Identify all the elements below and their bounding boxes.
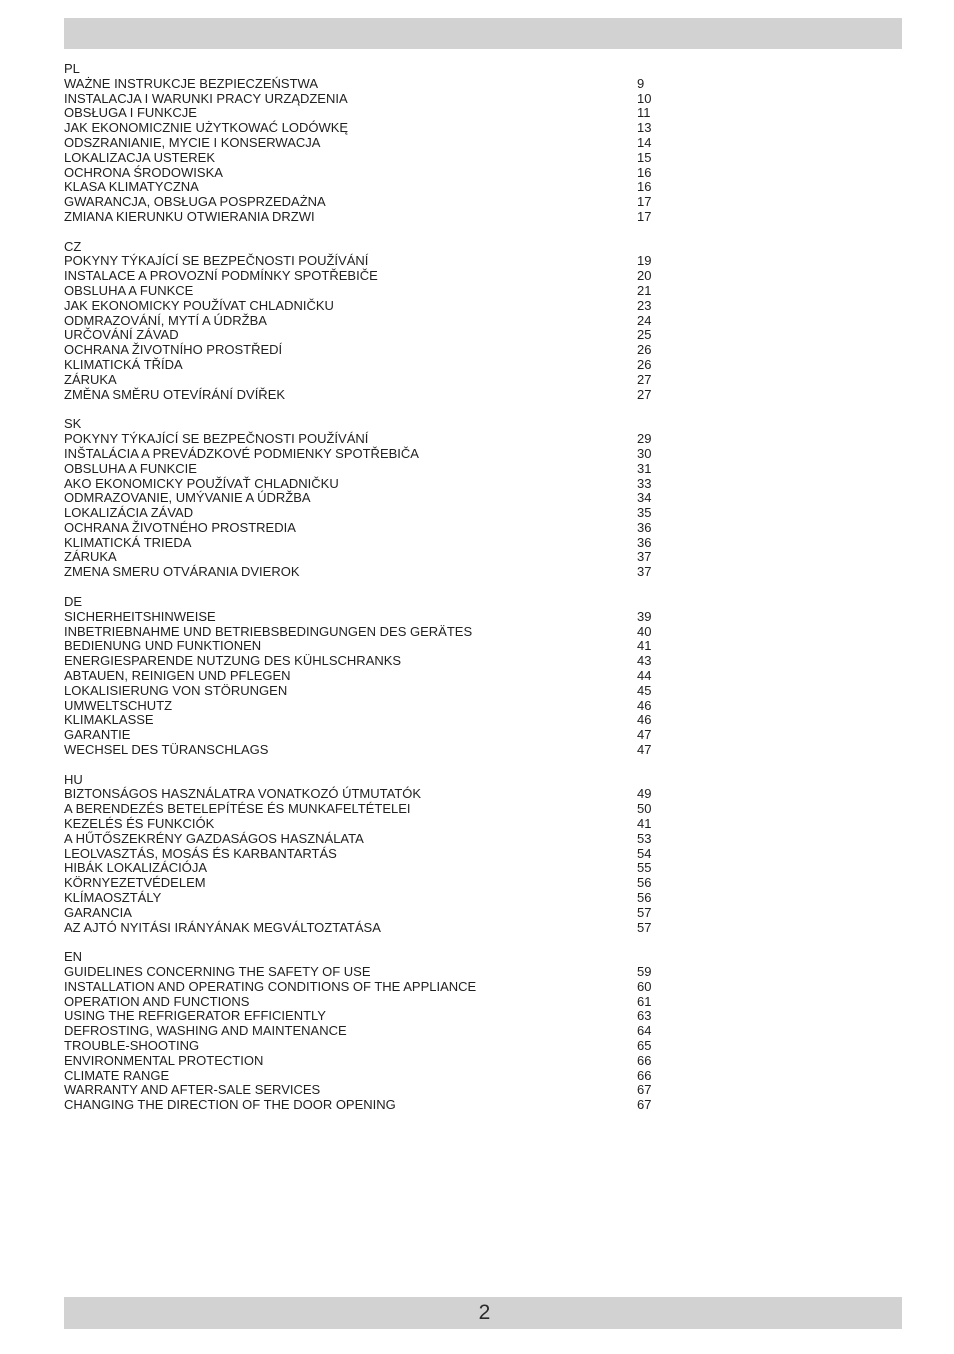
toc-entry [64, 1083, 664, 1098]
page-number: 2 [478, 1301, 491, 1324]
toc-entry-title: ZMIANA KIERUNKU OTWIERANIA DRZWI [64, 208, 315, 224]
toc-entry-page: 44 [637, 667, 652, 683]
toc-entry-page: 57 [637, 919, 652, 935]
toc-entry [64, 1098, 664, 1113]
toc-entry [64, 639, 664, 654]
toc-entry [64, 728, 664, 743]
toc-entry [64, 625, 664, 640]
toc-entry-title: KÖRNYEZETVÉDELEM [64, 875, 206, 891]
toc-entry [64, 269, 664, 284]
header-bar [64, 18, 902, 49]
toc-entry-page: 53 [637, 830, 652, 846]
toc-entry [64, 802, 664, 817]
toc-entry-title: ENERGIESPARENDE NUTZUNG DES KÜHLSCHRANKS [64, 653, 402, 669]
toc-entry-page: 25 [637, 327, 652, 343]
toc-entry [64, 254, 664, 269]
toc-entry [64, 521, 664, 536]
toc-entry-page: 11 [637, 105, 651, 121]
toc-entry-title: ODMRAZOVANIE, UMÝVANIE A ÚDRŽBA [64, 490, 311, 506]
toc-entry-title: ZMĚNA SMĚRU OTEVÍRÁNÍ DVÍŘEK [64, 386, 286, 402]
toc-entry-title: CLIMATE RANGE [64, 1067, 170, 1083]
toc-entry-title: TROUBLE-SHOOTING [64, 1038, 200, 1054]
toc-entry-page: 31 [637, 460, 652, 476]
toc-entry [64, 684, 664, 699]
toc-entry-title: URČOVÁNÍ ZÁVAD [64, 327, 179, 343]
toc-entry-title: INSTALACJA I WARUNKI PRACY URZĄDZENIA [64, 90, 348, 106]
language-code: DE [64, 593, 83, 609]
toc-entry [64, 1069, 664, 1084]
toc-entries [64, 610, 664, 758]
toc-entry-title: A HŰTŐSZEKRÉNY GAZDASÁGOS HASZNÁLATA [64, 830, 364, 846]
toc-entry-page: 37 [637, 549, 652, 565]
toc-entry-title: KEZELÉS ÉS FUNKCIÓK [64, 816, 215, 832]
toc-entry-page: 41 [637, 816, 652, 832]
table-of-contents [64, 62, 664, 1128]
toc-entry [64, 299, 664, 314]
toc-entry-page: 13 [637, 120, 652, 136]
toc-entry-page: 35 [637, 505, 652, 521]
language-code: EN [64, 949, 83, 965]
toc-entry-title: LOKALIZACJA USTEREK [64, 149, 215, 165]
toc-entry-title: KLIMATICKÁ TŘÍDA [64, 357, 183, 373]
toc-entry [64, 477, 664, 492]
toc-entry-title: KLASA KLIMATYCZNA [64, 179, 199, 195]
toc-entry-page: 67 [637, 1082, 652, 1098]
toc-entry-title: ENVIRONMENTAL PROTECTION [64, 1052, 264, 1068]
toc-entry [64, 1009, 664, 1024]
toc-entry-page: 45 [637, 682, 652, 698]
toc-entry-title: INBETRIEBNAHME UND BETRIEBSBEDINGUNGEN DES GERÄTES [64, 623, 473, 639]
toc-entry-page: 66 [637, 1052, 652, 1068]
toc-section-en [64, 950, 664, 1113]
toc-entry [64, 565, 664, 580]
toc-entry-title: USING THE REFRIGERATOR EFFICIENTLY [64, 1008, 326, 1024]
toc-entries [64, 432, 664, 580]
toc-entry [64, 92, 664, 107]
toc-entry-page: 14 [637, 134, 652, 150]
toc-entry [64, 314, 664, 329]
toc-entry-title: WECHSEL DES TÜRANSCHLAGS [64, 741, 269, 757]
toc-entry-page: 54 [637, 845, 652, 861]
toc-entry-page: 46 [637, 712, 652, 728]
toc-entry-title: ODSZRANIANIE, MYCIE I KONSERWACJA [64, 134, 321, 150]
toc-entry [64, 743, 664, 758]
toc-entry-page: 26 [637, 357, 652, 373]
toc-entry-title: OBSLUHA A FUNKCE [64, 283, 194, 299]
toc-entry-page: 19 [637, 253, 652, 269]
toc-entry-page: 61 [637, 993, 652, 1009]
toc-entry [64, 136, 664, 151]
toc-entry [64, 121, 664, 136]
toc-entry [64, 166, 664, 181]
toc-entry [64, 876, 664, 891]
toc-entry [64, 151, 664, 166]
toc-section-pl [64, 62, 664, 225]
toc-entry [64, 388, 664, 403]
toc-entry [64, 506, 664, 521]
toc-entry-page: 27 [637, 371, 652, 387]
toc-entry-title: OBSŁUGA I FUNKCJE [64, 105, 197, 121]
toc-entry-title: OCHRANA ŽIVOTNÍHO PROSTŘEDÍ [64, 342, 283, 358]
toc-entry-page: 15 [637, 149, 652, 165]
toc-entry-title: WAŻNE INSTRUKCJE BEZPIECZEŃSTWA [64, 75, 318, 91]
toc-entry-page: 47 [637, 727, 652, 743]
toc-entry-title: LOKALIZÁCIA ZÁVAD [64, 505, 194, 521]
toc-entry [64, 847, 664, 862]
toc-entry-page: 67 [637, 1097, 652, 1113]
toc-entry [64, 550, 664, 565]
toc-entry-title: ZÁRUKA [64, 549, 117, 565]
toc-entry [64, 906, 664, 921]
toc-entry-title: JAK EKONOMICKY POUŽÍVAT CHLADNIČKU [64, 297, 334, 313]
toc-entry [64, 210, 664, 225]
toc-entry-page: 36 [637, 534, 652, 550]
toc-entry-title: BIZTONSÁGOS HASZNÁLATRA VONATKOZÓ ÚTMUTATÓK [64, 786, 422, 802]
toc-entry [64, 965, 664, 980]
toc-entry [64, 343, 664, 358]
toc-entry [64, 610, 664, 625]
toc-entries [64, 965, 664, 1113]
toc-entry-title: ZMENA SMERU OTVÁRANIA DVIEROK [64, 564, 300, 580]
toc-entry-page: 17 [637, 194, 652, 210]
toc-entry-page: 39 [637, 608, 652, 624]
toc-entry [64, 995, 664, 1010]
toc-entry-page: 27 [637, 386, 652, 402]
toc-entry-title: KLIMAKLASSE [64, 712, 154, 728]
toc-entries [64, 77, 664, 225]
toc-entry-page: 9 [637, 75, 645, 91]
toc-entry-page: 63 [637, 1008, 652, 1024]
toc-entry-title: GARANTIE [64, 727, 131, 743]
toc-entry-title: POKYNY TÝKAJÍCÍ SE BEZPEČNOSTI POUŽÍVÁNÍ [64, 253, 369, 269]
toc-entry-page: 49 [637, 786, 652, 802]
toc-entry-page: 59 [637, 964, 652, 980]
toc-entry-page: 34 [637, 490, 652, 506]
toc-entry [64, 980, 664, 995]
toc-entry-title: GWARANCJA, OBSŁUGA POSPRZEDAŻNA [64, 194, 326, 210]
toc-entry-title: OCHRONA ŚRODOWISKA [64, 164, 223, 180]
toc-entry-title: KLÍMAOSZTÁLY [64, 890, 162, 905]
toc-entry-page: 20 [637, 268, 652, 284]
toc-entry-title: SICHERHEITSHINWEISE [64, 608, 216, 624]
toc-entry-title: CHANGING THE DIRECTION OF THE DOOR OPENING [64, 1097, 396, 1113]
toc-entry-title: DEFROSTING, WASHING AND MAINTENANCE [64, 1023, 347, 1039]
toc-entry-title: ODMRAZOVÁNÍ, MYTÍ A ÚDRŽBA [64, 312, 267, 328]
toc-entry [64, 669, 664, 684]
toc-entry-page: 17 [637, 208, 652, 224]
toc-entry-page: 40 [637, 623, 652, 639]
toc-entry [64, 1039, 664, 1054]
toc-entry-page: 30 [637, 445, 652, 461]
toc-section-de [64, 595, 664, 758]
toc-entry-title: KLIMATICKÁ TRIEDA [64, 534, 192, 550]
toc-entry [64, 195, 664, 210]
toc-section-hu [64, 773, 664, 936]
toc-entry [64, 654, 664, 669]
toc-entry-title: ABTAUEN, REINIGEN UND PFLEGEN [64, 667, 291, 683]
toc-entry [64, 284, 664, 299]
toc-entries [64, 254, 664, 402]
toc-entry-page: 57 [637, 904, 652, 920]
toc-entry-page: 50 [637, 801, 652, 817]
toc-entry-page: 55 [637, 860, 652, 876]
toc-entry-title: AKO EKONOMICKY POUŽÍVAŤ CHLADNIČKU [64, 475, 339, 491]
toc-entry-page: 56 [637, 875, 652, 891]
toc-entry [64, 77, 664, 92]
toc-entry-title: OBSLUHA A FUNKCIE [64, 460, 197, 476]
toc-entry-title: JAK EKONOMICZNIE UŻYTKOWAĆ LODÓWKĘ [64, 120, 349, 136]
language-code: HU [64, 771, 83, 787]
toc-entry-page: 41 [637, 638, 652, 654]
toc-entry-page: 36 [637, 519, 652, 535]
toc-entry-page: 24 [637, 312, 652, 328]
toc-entry-page: 29 [637, 431, 652, 447]
toc-entry-title: OCHRANA ŽIVOTNÉHO PROSTREDIA [64, 519, 296, 535]
toc-entry-title: LOKALISIERUNG VON STÖRUNGEN [64, 682, 288, 698]
toc-entry [64, 699, 664, 714]
toc-entry-title: ZÁRUKA [64, 371, 117, 387]
toc-entry-title: INSTALLATION AND OPERATING CONDITIONS OF THE APPLIANCE [64, 978, 477, 994]
toc-entry [64, 713, 664, 728]
toc-entry [64, 106, 664, 121]
toc-entry [64, 891, 664, 906]
toc-entry [64, 491, 664, 506]
language-code: CZ [64, 238, 82, 254]
toc-entry-title: UMWELTSCHUTZ [64, 697, 173, 713]
toc-entry [64, 358, 664, 373]
toc-entry [64, 328, 664, 343]
toc-entry [64, 447, 664, 462]
toc-entry-page: 37 [637, 564, 652, 580]
toc-entry-page: 56 [637, 890, 652, 905]
toc-entry-title: POKYNY TÝKAJÍCÍ SE BEZPEČNOSTI POUŽÍVÁNÍ [64, 431, 369, 447]
toc-section-sk [64, 417, 664, 580]
toc-entry [64, 1054, 664, 1069]
language-code: PL [64, 61, 80, 76]
toc-entry [64, 787, 664, 802]
toc-entry-title: OPERATION AND FUNCTIONS [64, 993, 250, 1009]
toc-entry [64, 817, 664, 832]
toc-entries [64, 787, 664, 935]
toc-entry-title: AZ AJTÓ NYITÁSI IRÁNYÁNAK MEGVÁLTOZTATÁSA [64, 919, 381, 935]
toc-entry-page: 33 [637, 475, 652, 491]
toc-entry [64, 1024, 664, 1039]
toc-entry-title: INSTALACE A PROVOZNÍ PODMÍNKY SPOTŘEBIČE [64, 268, 378, 284]
toc-entry-page: 46 [637, 697, 652, 713]
toc-entry-page: 21 [637, 283, 652, 299]
toc-entry-page: 60 [637, 978, 652, 994]
toc-entry-page: 43 [637, 653, 652, 669]
toc-entry-page: 66 [637, 1067, 652, 1083]
toc-entry-title: INŠTALÁCIA A PREVÁDZKOVÉ PODMIENKY SPOTŘEBIČA [64, 445, 419, 461]
toc-entry-page: 64 [637, 1023, 652, 1039]
toc-entry [64, 536, 664, 551]
toc-entry-title: LEOLVASZTÁS, MOSÁS ÉS KARBANTARTÁS [64, 845, 337, 861]
toc-entry [64, 462, 664, 477]
toc-entry-title: GUIDELINES CONCERNING THE SAFETY OF USE [64, 964, 371, 980]
toc-entry-page: 26 [637, 342, 652, 358]
toc-entry-page: 16 [637, 164, 652, 180]
toc-entry-page: 10 [637, 90, 652, 106]
language-code: SK [64, 416, 82, 432]
toc-entry-title: HIBÁK LOKALIZÁCIÓJA [64, 860, 208, 876]
toc-entry-title: GARANCIA [64, 904, 132, 920]
toc-entry-page: 16 [637, 179, 652, 195]
toc-section-cz [64, 240, 664, 403]
toc-entry [64, 373, 664, 388]
toc-entry-page: 23 [637, 297, 652, 313]
toc-entry-page: 47 [637, 741, 652, 757]
toc-entry-title: A BERENDEZÉS BETELEPÍTÉSE ÉS MUNKAFELTÉTELEI [64, 801, 411, 817]
toc-entry [64, 832, 664, 847]
toc-entry-title: BEDIENUNG UND FUNKTIONEN [64, 638, 262, 654]
toc-entry [64, 432, 664, 447]
footer-bar [64, 1297, 902, 1329]
toc-entry [64, 921, 664, 936]
toc-entry [64, 180, 664, 195]
toc-entry [64, 861, 664, 876]
toc-entry-page: 65 [637, 1038, 652, 1054]
toc-entry-title: WARRANTY AND AFTER-SALE SERVICES [64, 1082, 321, 1098]
